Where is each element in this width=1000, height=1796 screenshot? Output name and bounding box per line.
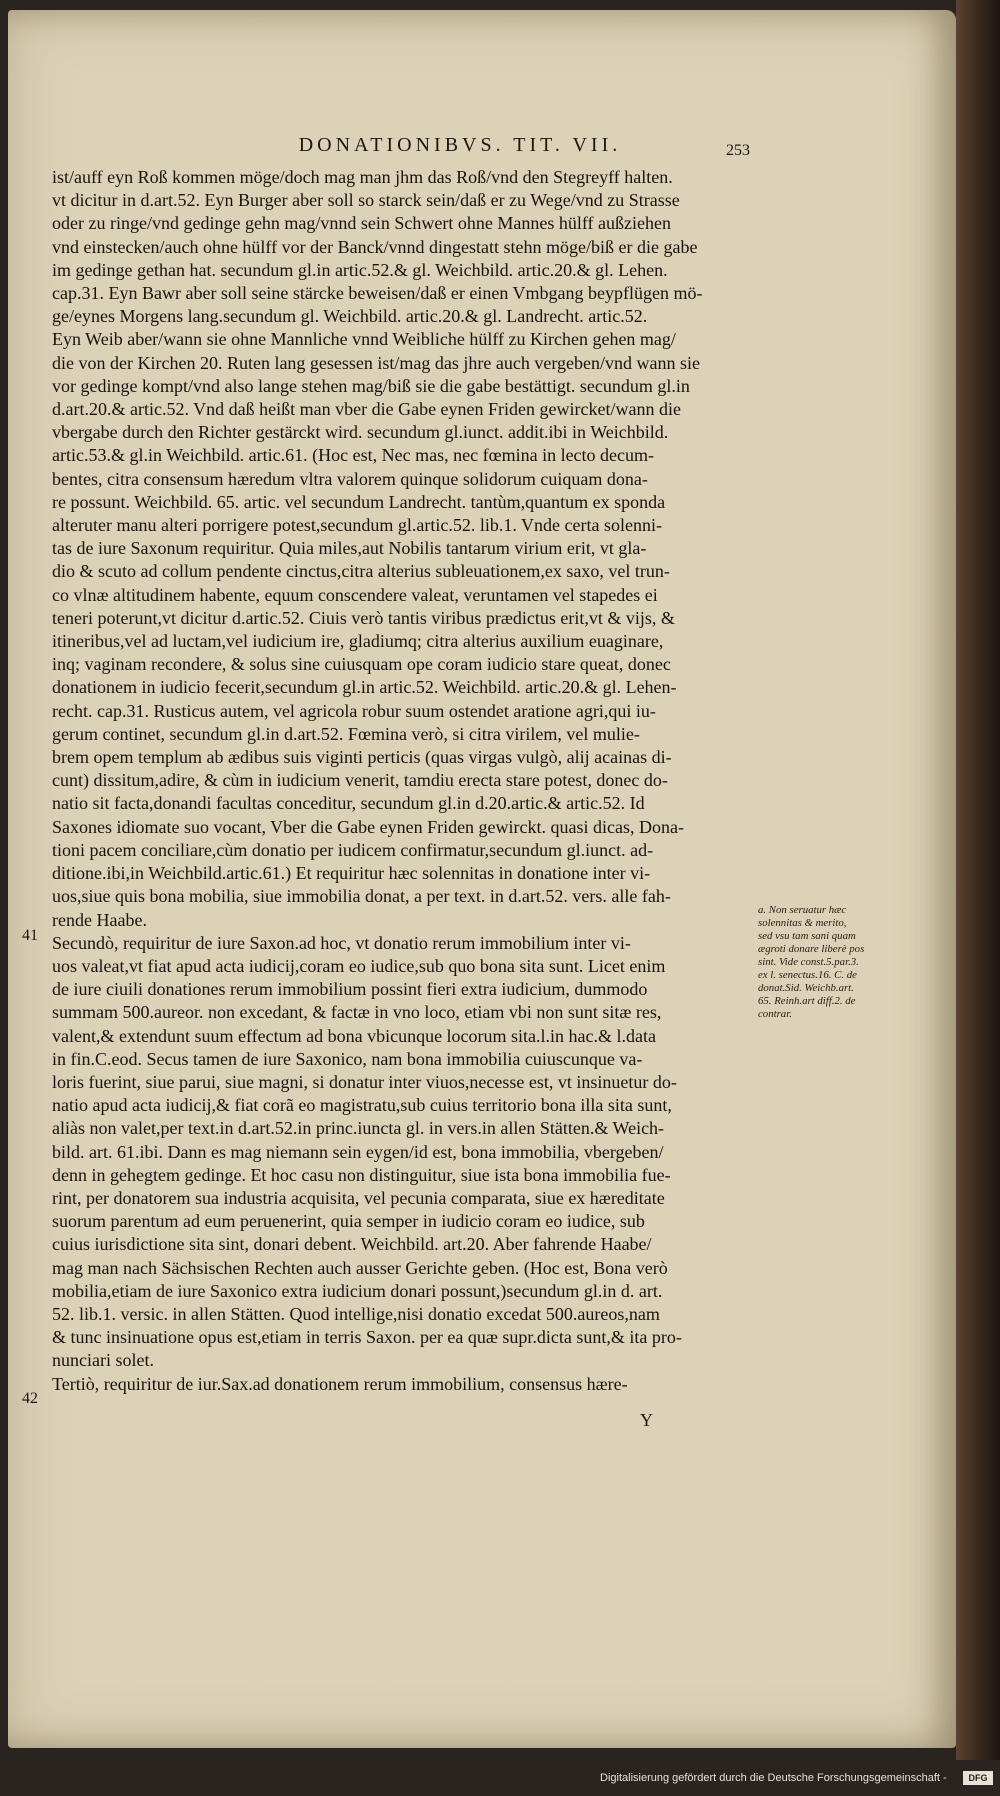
text-line: de iure ciuili donationes rerum immobilium possint fieri extra iudicium, dummodo [52, 979, 648, 1000]
marginal-note-line: 65. Reinh.art diff.2. de [758, 995, 856, 1007]
marginal-note-line: a. Non seruatur hæc [758, 904, 847, 916]
text-line: d.art.20.& artic.52. Vnd daß heißt man vber die Gabe eynen Friden gewircket/wann die [52, 399, 681, 420]
text-line: aliàs non valet,per text.in d.art.52.in princ.iuncta gl. in vers.in allen Stätten.& Weich- [52, 1118, 665, 1139]
text-line: itineribus,vel ad luctam,vel iudicium ire, gladiumq; citra alterius auxilium euaginare, [52, 631, 664, 652]
text-line: brem opem templum ab ædibus suis viginti perticis (quas virgas vulgò, alij acainas di- [52, 747, 672, 768]
dfg-logo: DFG [963, 1771, 993, 1785]
text-line: nunciari solet. [52, 1350, 154, 1371]
text-line: Secundò, requiritur de iure Saxon.ad hoc, vt donatio rerum immobilium inter vi- [52, 932, 631, 953]
text-line: Tertiò, requiritur de iur.Sax.ad donationem rerum immobilium, consensus hære- [52, 1373, 628, 1394]
text-line: bild. art. 61.ibi. Dann es mag niemann sein eygen/id est, bona immobilia, vbergeben/ [52, 1141, 664, 1162]
running-head: DONATIONIBVS. TIT. VII. [298, 134, 622, 156]
text-line: loris fuerint, siue parui, siue magni, si donatur inter viuos,necesse est, vt insinuetur do- [52, 1071, 677, 1092]
text-line: bentes, citra consensum hæredum vltra valorem quinque solidorum cuiquam dona- [52, 468, 648, 489]
text-line: recht. cap.31. Rusticus autem, vel agricola robur suum ostendet aratione agri,qui iu- [52, 700, 656, 721]
text-line: cap.31. Eyn Bawr aber soll seine stärcke beweisen/daß er einen Vmbgang beypflügen mö- [52, 283, 703, 304]
text-line: Eyn Weib aber/wann sie ohne Mannliche vnnd Weibliche hülff zu Kirchen gehen mag/ [52, 329, 676, 350]
text-line: ist/auff eyn Roß kommen möge/doch mag man jhm das Roß/vnd den Stegreyff halten. [52, 167, 673, 187]
digitization-credit: Digitalisierung gefördert durch die Deutsche Forschungsgemeinschaft - [600, 1772, 947, 1784]
text-line: vbergabe durch den Richter gestärckt wird. secundum gl.iunct. addit.ibi in Weichbild. [52, 422, 669, 443]
text-line: re possunt. Weichbild. 65. artic. vel secundum Landrecht. tantùm,quantum ex sponda [52, 491, 666, 512]
text-line: inq; vaginam recondere, & solus sine cuiusquam ope coram iudicio stare queat, donec [52, 654, 671, 675]
margin-number-41: 41 [22, 927, 38, 944]
text-line: alteruter manu alteri porrigere potest,secundum gl.artic.52. lib.1. Vnde certa solenni- [52, 515, 662, 536]
text-line: gerum continet, secundum gl.in d.art.52. Fœmina verò, si citra virilem, vel mulie- [52, 723, 640, 744]
text-line: donationem in iudicio fecerit,secundum gl.in artic.52. Weichbild. artic.20.& gl. Lehen- [52, 677, 677, 698]
text-line: mobilia,etiam de iure Saxonico extra iudicium donari possunt,)secundum gl.in d. art. [52, 1280, 663, 1301]
text-line: die von der Kirchen 20. Ruten lang gesessen ist/mag das jhre auch vergeben/vnd wann sie [52, 352, 700, 373]
text-line: teneri poterunt,vt dicitur d.artic.52. Ciuis verò tantis viribus prædictus erit,vt & vijs, & [52, 607, 675, 628]
text-line: dio & scuto ad collum pendente cinctus,citra alterius subleuationem,ex saxo, vel trun- [52, 561, 670, 582]
text-line: vnd einstecken/auch ohne hülff vor der Banck/vnnd dingestatt stehn möge/biß er die gabe [52, 236, 698, 257]
text-line: suorum parentum ad eum peruenerint, quia semper in iudicio coram eo iudice, sub [52, 1211, 645, 1232]
marginal-note-line: sed vsu tam sani quam [758, 930, 856, 942]
text-line: natio apud acta iudicij,& fiat corã eo magistratu,sub cuius territorio bona illa sita sunt, [52, 1095, 672, 1116]
marginal-note-line: ex l. senectus.16. C. de [758, 969, 857, 981]
marginal-note-line: ægroti donare liberè pos [758, 943, 865, 955]
text-line: uos valeat,vt fiat apud acta iudicij,coram eo iudice,sub quo bona sita sunt. Licet enim [52, 955, 666, 976]
text-line: tioni pacem conciliare,cùm donatio per iudicem confirmatur,secundum gl.iunct. ad- [52, 839, 654, 860]
text-line: rende Haabe. [52, 909, 147, 930]
text-line: ditione.ibi,in Weichbild.artic.61.) Et requiritur hæc solennitas in donatione inter vi- [52, 863, 651, 884]
catchword: Y [640, 1410, 653, 1430]
book-binding [956, 0, 1000, 1760]
main-text-block [52, 166, 760, 1396]
text-line: denn in gehegtem gedinge. Et hoc casu non distinguitur, siue ista bona immobilia fue- [52, 1164, 671, 1185]
text-line: im gedinge gethan hat. secundum gl.in artic.52.& gl. Weichbild. artic.20.& gl. Lehen. [52, 259, 668, 280]
marginal-note [758, 904, 888, 1021]
marginal-note-line: contrar. [758, 1008, 792, 1020]
page-number: 253 [726, 142, 750, 159]
text-line: ge/eynes Morgens lang.secundum gl. Weichbild. artic.20.& gl. Landrecht. artic.52. [52, 306, 648, 327]
text-line: & tunc insinuatione opus est,etiam in terris Saxon. per ea quæ supr.dicta sunt,& ita pro- [52, 1327, 682, 1348]
text-line: rint, per donatorem sua industria acquisita, vel pecunia comparata, siue ex hæreditate [52, 1187, 665, 1208]
text-line: artic.53.& gl.in Weichbild. artic.61. (Hoc est, Nec mas, nec fœmina in lecto decum- [52, 445, 655, 466]
text-line: natio sit facta,donandi facultas conceditur, secundum gl.in d.20.artic.& artic.52. Id [52, 793, 645, 814]
marginal-note-line: sint. Vide const.5.par.3. [758, 956, 859, 968]
text-line: 52. lib.1. versic. in allen Stätten. Quod intellige,nisi donatio excedat 500.aureos,nam [52, 1303, 660, 1324]
text-line: vor gedinge kompt/vnd also lange stehen mag/biß sie die gabe bestättigt. secundum gl.in [52, 375, 690, 396]
text-line: mag man nach Sächsischen Rechten auch ausser Gerichte geben. (Hoc est, Bona verò [52, 1257, 668, 1278]
text-line: Saxones idiomate suo vocant, Vber die Gabe eynen Friden gewirckt. quasi dicas, Dona- [52, 816, 684, 837]
marginal-note-line: donat.Sid. Weichb.art. [758, 982, 854, 994]
text-line: oder zu ringe/vnd gedinge gehn mag/vnnd sein Schwert ohne Mannes hülff außziehen [52, 213, 671, 234]
text-line: co vlnæ altitudinem habente, equum conscendere valeat, veruntamen vel stapedes ei [52, 584, 658, 605]
text-line: cunt) dissitum,adire, & cùm in iudicium venerit, tamdiu erecta stare potest, donec do- [52, 770, 668, 791]
marginal-note-line: solennitas & merito, [758, 917, 847, 929]
text-line: uos,siue quis bona mobilia, siue immobilia donat, a per text. in d.art.52. vers. alle fah- [52, 886, 671, 907]
margin-number-42: 42 [22, 1390, 38, 1407]
text-line: in fin.C.eod. Secus tamen de iure Saxonico, nam bona immobilia cuiuscunque va- [52, 1048, 643, 1069]
text-line: cuius iurisdictione sita sint, donari debent. Weichbild. art.20. Aber fahrende Haabe/ [52, 1234, 652, 1255]
text-line: summam 500.aureor. non excedant, & factæ in vno loco, etiam vbi non sunt sitæ res, [52, 1002, 662, 1023]
text-line: tas de iure Saxonum requiritur. Quia miles,aut Nobilis tantarum virium erit, vt gla- [52, 538, 647, 559]
text-line: valent,& extendunt suum effectum ad bona vbicunque locorum sita.l.in hac.& l.data [52, 1025, 657, 1046]
text-line: vt dicitur in d.art.52. Eyn Burger aber soll so starck sein/daß er zu Wege/vnd zu Strasse [52, 190, 680, 211]
